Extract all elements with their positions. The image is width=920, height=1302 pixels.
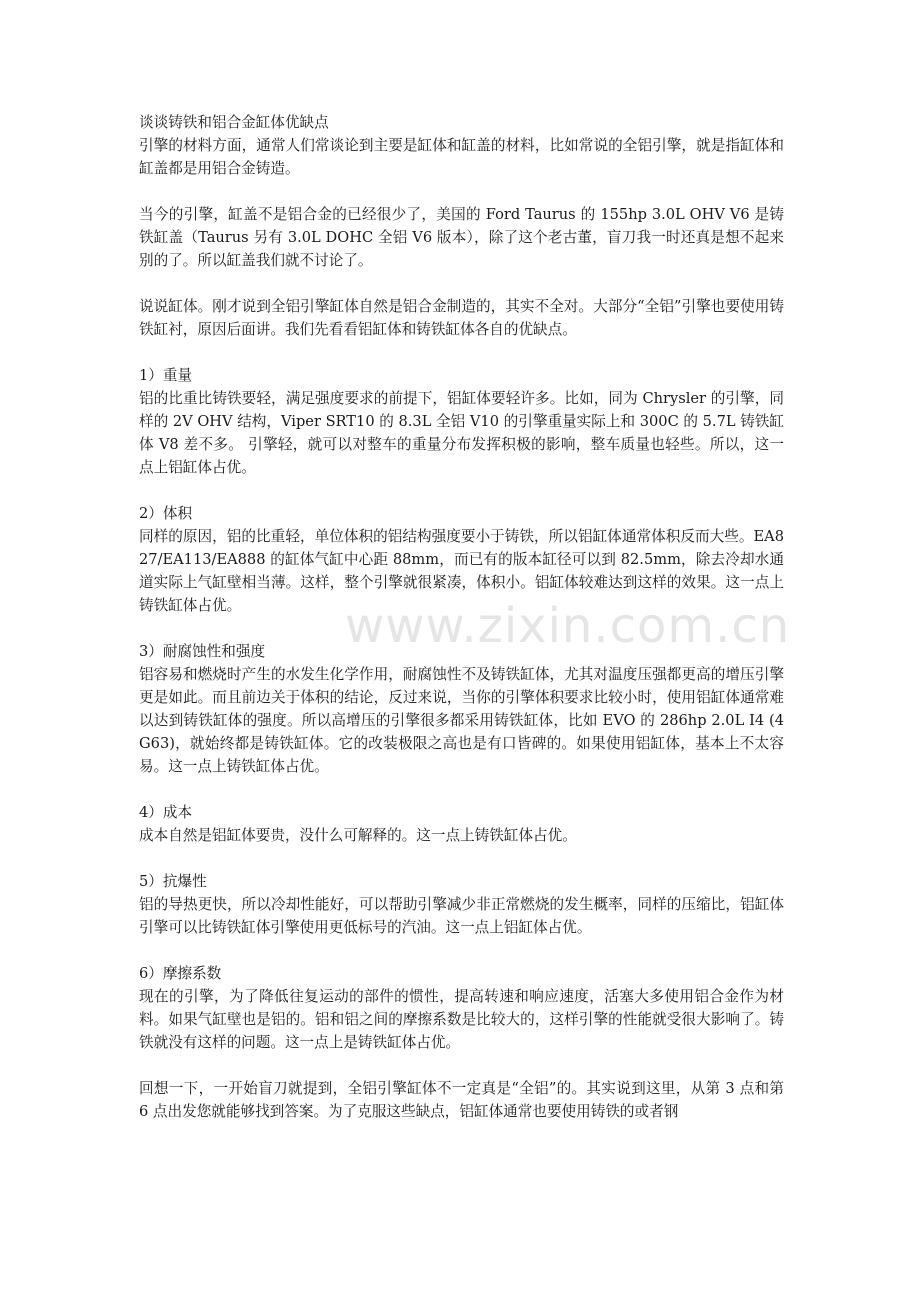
section-body: 成本自然是铝缸体要贵，没什么可解释的。这一点上铸铁缸体占优。: [139, 827, 577, 844]
section-friction: [139, 962, 784, 1054]
intro-paragraph: 引擎的材料方面，通常人们常谈论到主要是缸体和缸盖的材料，比如常说的全铝引擎，就是指缸体和缸盖都是用铝合金铸造。: [139, 137, 784, 177]
document-title: 谈谈铸铁和铝合金缸体优缺点: [139, 114, 329, 131]
section-body: 现在的引擎，为了降低往复运动的部件的惯性，提高转速和响应速度，活塞大多使用铝合金作为材料。如果气缸壁也是铝的。铝和铝之间的摩擦系数是比较大的，这样引擎的性能就受很大影响了。铸铁就没有这样的问题。这一点上是铸铁缸体占优。: [139, 988, 784, 1051]
section-body: 铝的导热更快，所以冷却性能好，可以帮助引擎减少非正常燃烧的发生概率，同样的压缩比，铝缸体引擎可以比铸铁缸体引擎使用更低标号的汽油。这一点上铝缸体占优。: [139, 896, 784, 936]
section-heading: 2）体积: [139, 505, 193, 522]
section-volume: [139, 502, 784, 617]
section-heading: 6）摩擦系数: [139, 965, 222, 982]
section-heading: 4）成本: [139, 804, 193, 821]
section-cost: [139, 801, 784, 847]
section-knock-resistance: [139, 870, 784, 939]
section-weight: [139, 364, 784, 479]
section-corrosion-strength: [139, 640, 784, 778]
cylinder-head-paragraph: 当今的引擎，缸盖不是铝合金的已经很少了，美国的 Ford Taurus 的 155hp 3.0L OHV V6 是铸铁缸盖（Taurus 另有 3.0L DOHC 全铝 V6 版本），除了这个老古董，盲刀我一时还真是想不起来别的了。所以缸盖我们就不讨论了。: [139, 206, 784, 269]
section-heading: 5）抗爆性: [139, 873, 207, 890]
section-heading: 3）耐腐蚀性和强度: [139, 643, 266, 660]
closing-paragraph: 回想一下，一开始盲刀就提到，全铝引擎缸体不一定真是“全铝”的。其实说到这里，从第 3 点和第 6 点出发您就能够找到答案。为了克服这些缺点，铝缸体通常也要使用铸铁的或者钢: [139, 1080, 784, 1120]
document-body: [139, 111, 784, 1146]
section-body: 同样的原因，铝的比重轻，单位体积的铝结构强度要小于铸铁，所以铝缸体通常体积反而大些。EA827/EA113/EA888 的缸体气缸中心距 88mm，而已有的版本缸径可以到 82.5mm，除去冷却水通道实际上气缸壁相当薄。这样，整个引擎就很紧凑，体积小。铝缸体较难达到这样的效果。这一点上铸铁缸体占优。: [139, 528, 784, 614]
watermark: www.zixin.com.cn: [345, 598, 791, 654]
section-heading: 1）重量: [139, 367, 193, 384]
cylinder-block-paragraph: 说说缸体。刚才说到全铝引擎缸体自然是铝合金制造的，其实不全对。大部分“全铝”引擎也要使用铸铁缸衬，原因后面讲。我们先看看铝缸体和铸铁缸体各自的优缺点。: [139, 298, 784, 338]
section-body: 铝的比重比铸铁要轻，满足强度要求的前提下，铝缸体要轻许多。比如，同为 Chrysler 的引擎，同样的 2V OHV 结构，Viper SRT10 的 8.3L 全铝 V10 的引擎重量实际上和 300C 的 5.7L 铸铁缸体 V8 差不多。 引擎轻，就可以对整车的重量分布发挥积极的影响，整车质量也轻些。所以，这一点上铝缸体占优。: [139, 390, 784, 476]
section-body: 铝容易和燃烧时产生的水发生化学作用，耐腐蚀性不及铸铁缸体，尤其对温度压强都更高的增压引擎更是如此。而且前边关于体积的结论，反过来说，当你的引擎体积要求比较小时，使用铝缸体通常难以达到铸铁缸体的强度。所以高增压的引擎很多都采用铸铁缸体，比如 EVO 的 286hp 2.0L I4 (4G63)，就始终都是铸铁缸体。它的改装极限之高也是有口皆碑的。如果使用铝缸体，基本上不太容易。这一点上铸铁缸体占优。: [139, 666, 784, 775]
